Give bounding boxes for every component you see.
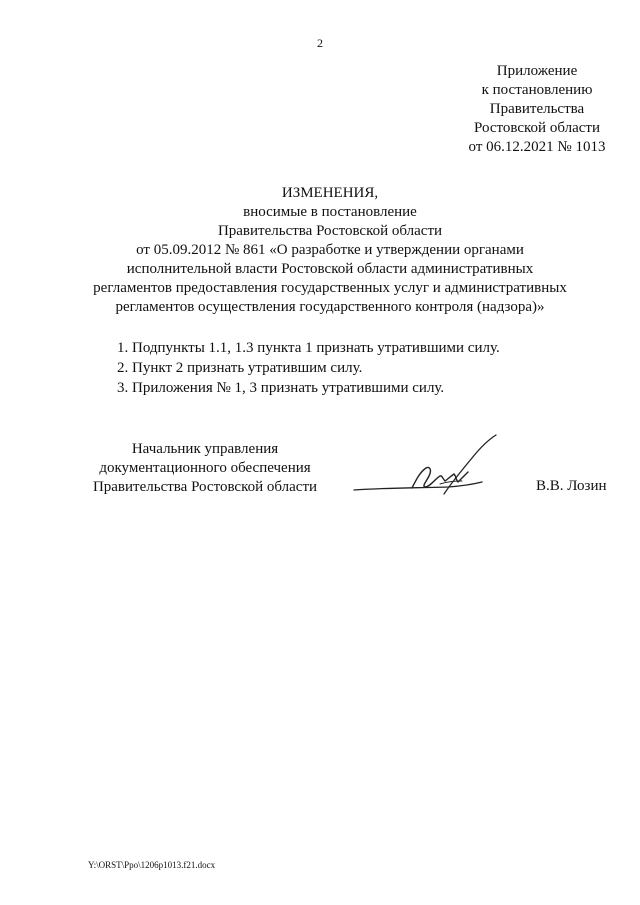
signer-position-line: Начальник управления [131, 441, 279, 457]
signature-stroke [412, 467, 468, 488]
signer-name: В.В. Лозин [536, 478, 607, 494]
list-item: 3. Приложения № 1, 3 признать утратившими силу. [117, 380, 445, 396]
list-item: 2. Пункт 2 признать утратившим силу. [117, 360, 363, 376]
signature-stroke [354, 482, 482, 490]
handwritten-signature [350, 432, 510, 508]
appendix-line: Ростовской области [474, 120, 600, 136]
signature-stroke [444, 435, 496, 494]
changes-heading: ИЗМЕНЕНИЯ, [281, 185, 379, 201]
signer-position-line: документационного обеспечения [99, 460, 311, 476]
signer-position-block [80, 440, 330, 497]
signer-position-line: Правительства Ростовской области [92, 479, 318, 495]
appendix-line: Правительства [489, 101, 585, 117]
changes-title-line: регламентов предоставления государственных услуг и административных [93, 280, 567, 296]
changes-title-line: исполнительной власти Ростовской области административных [126, 261, 534, 277]
changes-title-line: Правительства Ростовской области [217, 223, 443, 239]
appendix-line: к постановлению [481, 82, 593, 98]
page-number: 2 [317, 36, 323, 50]
changes-title-line: от 05.09.2012 № 861 «О разработке и утверждении органами [136, 242, 524, 258]
list-item: 1. Подпункты 1.1, 1.3 пункта 1 признать утратившими силу. [117, 340, 500, 356]
file-path: Y:\ORST\Ppo\1206p1013.f21.docx [88, 860, 216, 870]
items-list [117, 338, 597, 398]
appendix-line: Приложение [496, 63, 578, 79]
changes-title-line: вносимые в постановление [243, 204, 417, 220]
appendix-block [432, 62, 640, 157]
appendix-line: от 06.12.2021 № 1013 [468, 139, 606, 155]
changes-title-block [60, 184, 600, 317]
changes-title-line: регламентов осуществления государственного контроля (надзора)» [115, 299, 545, 315]
